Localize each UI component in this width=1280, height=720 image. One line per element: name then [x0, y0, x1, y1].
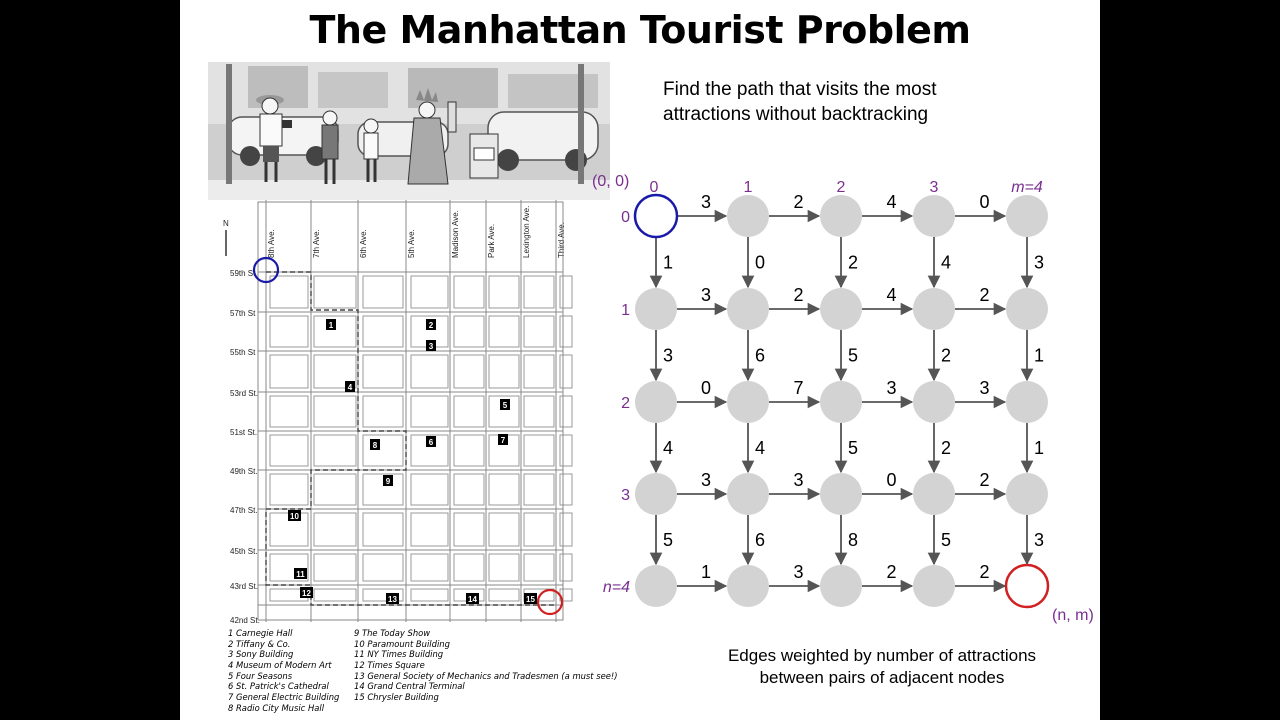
weight-down-0-4: 3: [1034, 252, 1045, 273]
legend-item: 3 Sony Building: [228, 649, 294, 660]
grid-node-1-4: [1006, 288, 1048, 330]
column-label-2: 2: [836, 179, 846, 196]
weight-down-0-1: 0: [755, 252, 766, 273]
street-label-7: 45th St.: [230, 547, 258, 556]
street-label-1: 57th St: [230, 309, 256, 318]
avenue-label-2: 6th Ave.: [359, 229, 368, 258]
street-label-2: 55th St: [230, 348, 256, 357]
legend-item: 9 The Today Show: [354, 628, 431, 638]
grid-node-3-0: [635, 473, 677, 515]
weight-right-4-1: 3: [793, 562, 804, 582]
weight-down-0-0: 1: [663, 252, 674, 273]
grid-node-2-0: [635, 381, 677, 423]
end-coordinate-label: (n, m): [1052, 607, 1094, 624]
grid-node-3-2: [820, 473, 862, 515]
grid-node-1-2: [820, 288, 862, 330]
row-label-0: 0: [621, 209, 630, 226]
street-label-4: 51st St.: [230, 428, 258, 437]
street-label-9: 42nd St.: [230, 616, 260, 625]
end-node: [1006, 565, 1048, 607]
weight-down-2-4: 1: [1034, 438, 1045, 458]
grid-node-1-3: [913, 288, 955, 330]
weight-right-0-1: 2: [793, 192, 804, 212]
row-label-1: 1: [621, 302, 630, 319]
street-label-5: 49th St.: [230, 467, 258, 476]
attraction-marker-label-11: 11: [296, 570, 305, 579]
caption-top-line-1: Find the path that visits the most: [663, 79, 937, 100]
weight-right-1-2: 4: [886, 285, 897, 305]
grid-node-0-1: [727, 195, 769, 237]
legend-item: 13 General Society of Mechanics and Tradesmen (a must see!): [354, 670, 618, 681]
weight-down-3-1: 6: [755, 530, 766, 550]
weight-down-0-2: 2: [848, 252, 859, 273]
attraction-marker-label-10: 10: [290, 512, 299, 521]
attraction-marker-label-8: 8: [372, 441, 378, 450]
street-label-3: 53rd St.: [230, 389, 259, 398]
attraction-marker-label-1: 1: [328, 321, 334, 330]
legend-item: 15 Chrysler Building: [354, 692, 439, 703]
avenue-label-1: 7th Ave.: [312, 229, 321, 258]
weight-down-2-1: 4: [755, 438, 766, 458]
avenue-label-5: Park Ave.: [487, 223, 496, 258]
weight-right-2-2: 3: [886, 378, 897, 398]
legend-item: 14 Grand Central Terminal: [354, 681, 465, 692]
grid-node-4-0: [635, 565, 677, 607]
grid-node-2-1: [727, 381, 769, 423]
weight-right-4-3: 2: [979, 562, 990, 582]
grid-node-2-2: [820, 381, 862, 423]
grid-node-0-2: [820, 195, 862, 237]
weight-down-1-3: 2: [941, 345, 952, 366]
grid-node-4-3: [913, 565, 955, 607]
caption-bottom-line-2: between pairs of adjacent nodes: [759, 668, 1005, 687]
grid-node-2-3: [913, 381, 955, 423]
grid-node-4-1: [727, 565, 769, 607]
weight-down-2-2: 5: [848, 438, 859, 458]
caption-bottom-line-1: Edges weighted by number of attractions: [727, 646, 1037, 665]
legend-item: 4 Museum of Modern Art: [228, 660, 332, 671]
attraction-marker-label-6: 6: [428, 438, 434, 447]
weight-down-2-3: 2: [941, 438, 952, 458]
legend-item: 12 Times Square: [354, 660, 425, 671]
weight-down-3-2: 8: [848, 530, 859, 550]
legend-item: 6 St. Patrick's Cathedral: [228, 681, 329, 692]
legend-item: 11 NY Times Building: [354, 649, 444, 660]
compass-label: N: [223, 219, 229, 228]
legend-item: 2 Tiffany & Co.: [228, 638, 291, 649]
slide: [180, 0, 1100, 720]
column-label-4: m=4: [1011, 179, 1043, 196]
grid-node-0-3: [913, 195, 955, 237]
legend-item: 10 Paramount Building: [354, 638, 450, 649]
attraction-marker-label-12: 12: [302, 589, 311, 598]
weight-right-0-0: 3: [700, 192, 712, 212]
attraction-marker-label-14: 14: [468, 595, 477, 604]
avenue-label-3: 5th Ave.: [407, 229, 416, 258]
weight-right-3-0: 3: [700, 470, 712, 490]
attraction-marker-label-7: 7: [500, 436, 506, 445]
weight-down-1-4: 1: [1034, 345, 1045, 366]
grid-node-4-2: [820, 565, 862, 607]
grid-node-2-4: [1006, 381, 1048, 423]
legend-item: 5 Four Seasons: [228, 670, 293, 681]
weight-right-0-2: 4: [886, 192, 897, 212]
grid-node-3-4: [1006, 473, 1048, 515]
column-label-3: 3: [929, 179, 939, 196]
weight-down-1-1: 6: [755, 345, 766, 366]
street-label-0: 59th St: [230, 269, 256, 278]
weight-right-3-3: 2: [979, 470, 990, 490]
weight-right-1-3: 2: [979, 285, 990, 305]
avenue-label-7: Third Ave.: [557, 222, 566, 258]
weight-down-1-0: 3: [663, 345, 674, 366]
weight-right-1-1: 2: [793, 285, 804, 305]
weight-down-2-0: 4: [663, 438, 674, 458]
weight-right-4-0: 1: [700, 562, 712, 582]
avenue-label-4: Madison Ave.: [451, 210, 460, 258]
weight-down-3-0: 5: [663, 530, 674, 550]
row-label-3: 3: [621, 487, 630, 504]
grid-node-3-3: [913, 473, 955, 515]
street-label-8: 43rd St.: [230, 582, 259, 591]
weight-down-3-3: 5: [941, 530, 952, 550]
weight-right-2-0: 0: [700, 378, 712, 398]
grid-node-3-1: [727, 473, 769, 515]
street-label-6: 47th St.: [230, 506, 258, 515]
grid-node-1-0: [635, 288, 677, 330]
weight-right-2-1: 7: [793, 378, 804, 398]
row-label-4: n=4: [602, 579, 630, 596]
attraction-marker-label-15: 15: [526, 595, 535, 604]
attraction-marker-label-5: 5: [502, 401, 508, 410]
weight-right-3-2: 0: [886, 470, 897, 490]
attraction-marker-label-9: 9: [385, 477, 391, 486]
legend-item: 1 Carnegie Hall: [228, 628, 293, 638]
avenue-label-0: 8th Ave.: [267, 229, 276, 258]
column-label-1: 1: [743, 179, 753, 196]
weight-right-1-0: 3: [700, 285, 712, 305]
weight-down-0-3: 4: [941, 252, 952, 273]
grid-node-1-1: [727, 288, 769, 330]
start-node: [635, 195, 677, 237]
grid-node-0-4: [1006, 195, 1048, 237]
caption-top-line-2: attractions without backtracking: [663, 104, 929, 125]
row-label-2: 2: [621, 395, 630, 412]
attraction-marker-label-13: 13: [388, 595, 397, 604]
avenue-label-6: Lexington Ave.: [522, 205, 531, 258]
weight-right-3-1: 3: [793, 470, 804, 490]
manhattan-grid-graph: [180, 0, 1100, 720]
attraction-marker-label-4: 4: [347, 383, 353, 392]
attraction-marker-label-3: 3: [428, 342, 434, 351]
legend-item: 8 Radio City Music Hall: [228, 702, 325, 713]
legend-item: 7 General Electric Building: [228, 692, 340, 703]
weight-down-1-2: 5: [848, 345, 859, 366]
attraction-marker-label-2: 2: [428, 321, 434, 330]
weight-right-2-3: 3: [979, 378, 990, 398]
column-label-0: 0: [649, 179, 659, 196]
weight-right-4-2: 2: [886, 562, 897, 582]
origin-coordinate-label: (0, 0): [592, 173, 630, 190]
slide-title: The Manhattan Tourist Problem: [309, 8, 971, 52]
weight-right-0-3: 0: [979, 192, 990, 212]
weight-down-3-4: 3: [1034, 530, 1045, 550]
